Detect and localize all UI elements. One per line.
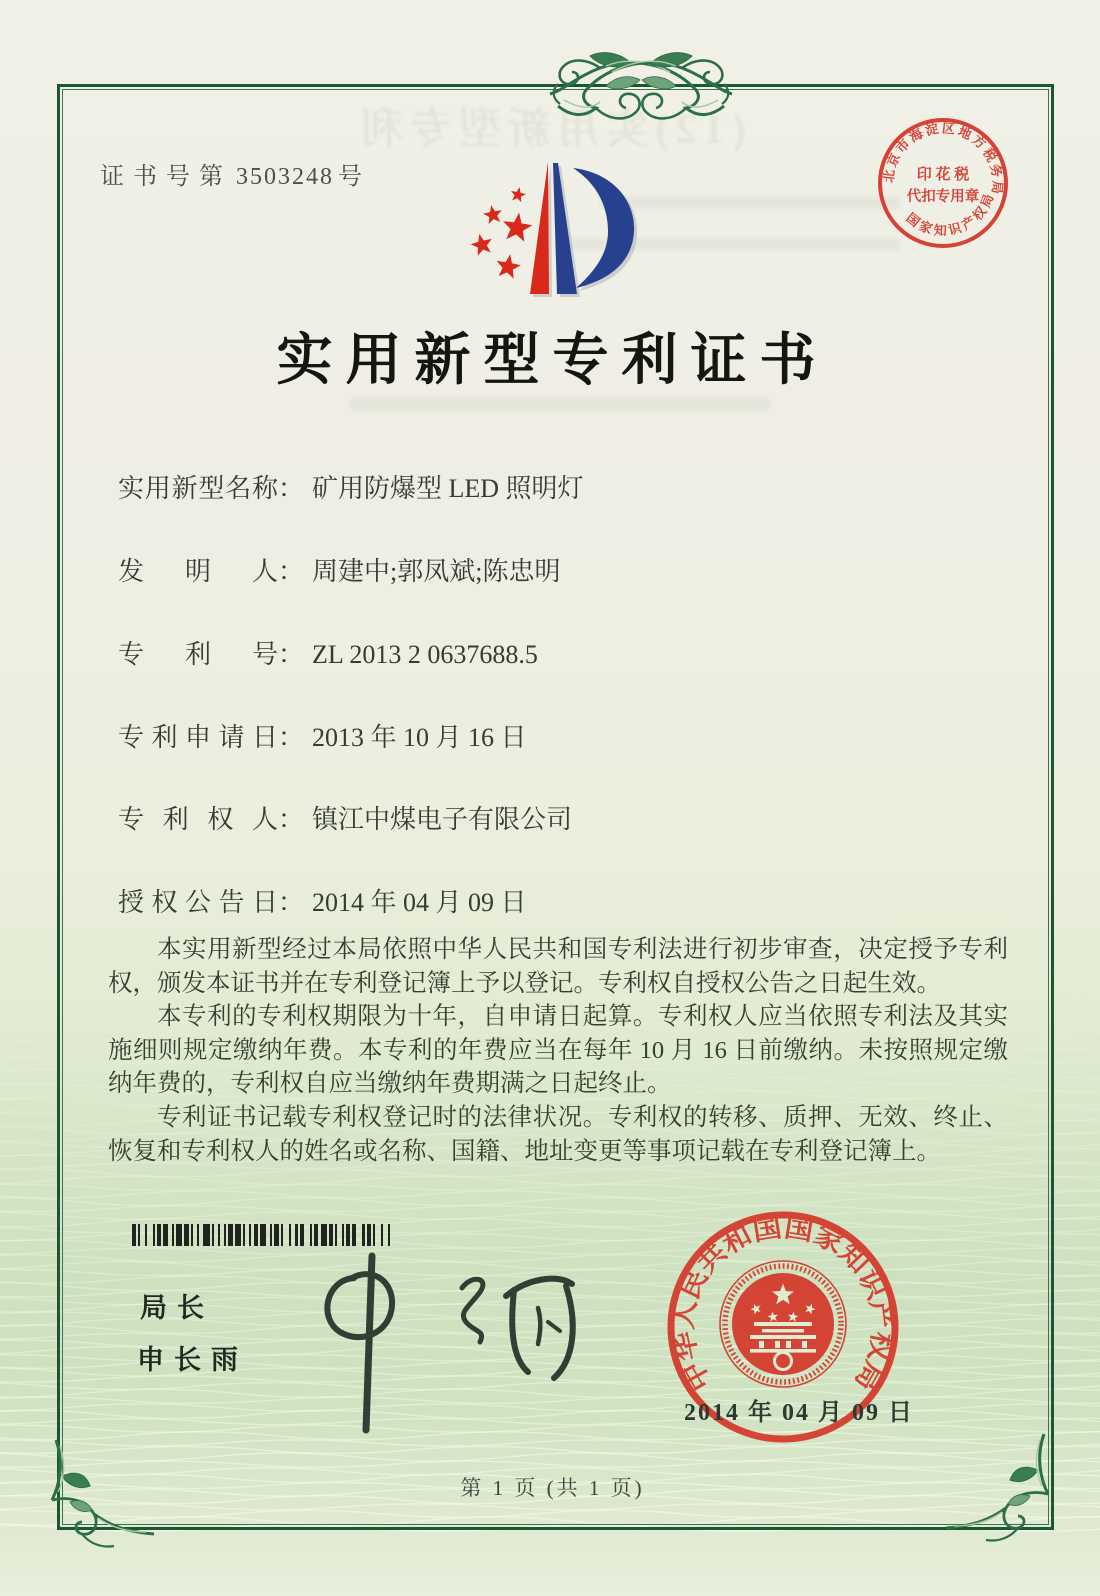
commissioner-signature — [266, 1238, 586, 1438]
field-label: 专利申请日 — [118, 723, 278, 752]
commissioner-title-label: 局长 — [140, 1293, 214, 1323]
field-patent-number — [118, 634, 538, 671]
bleedthrough-text: (12)实用新型专利 — [354, 107, 746, 153]
page-number-footer: 第 1 页 (共 1 页) — [460, 1476, 645, 1500]
field-value: ZL 2013 2 0637688.5 — [312, 640, 538, 669]
field-colon: ： — [278, 723, 305, 752]
certificate-title: 实用新型专利证书 — [276, 330, 829, 392]
legal-paragraph-3: 专利证书记载专利权登记时的法律状况。专利权的转移、质押、无效、终止、恢复和专利权人的姓名或名称、国籍、地址变更等事项记载在专利登记簿上。 — [108, 1103, 1008, 1165]
svg-text:北京市海淀区地方税务局 — [881, 120, 1006, 194]
field-colon: ： — [278, 474, 305, 503]
field-grant-date — [118, 882, 527, 919]
national-emblem — [720, 1261, 846, 1387]
logo-blue-bar — [553, 163, 577, 294]
tax-stamp-seal — [866, 106, 1020, 260]
certificate-number-prefix: 证书号第 — [100, 164, 232, 190]
field-label: 发明人 — [118, 557, 278, 586]
legal-paragraph-1: 本实用新型经过本局依照中华人民共和国专利法进行初步审查，决定授予专利权，颁发本证书并在专利登记簿上予以登记。专利权自授权公告之日起生效。 — [108, 936, 1008, 997]
field-label: 专利号 — [118, 640, 278, 669]
field-inventors — [118, 551, 560, 588]
certificate-number-suffix: 号 — [338, 164, 371, 190]
legal-paragraph-2: 本专利的专利权期限为十年，自申请日起算。专利权人应当依照专利法及其实施细则规定缴纳年费。本专利的年费应当在每年 10 月 16 日前缴纳。未按照规定缴纳年费的，专利权自应当缴纳年费期满之日起终止。 — [108, 1003, 1008, 1098]
legal-text-block — [108, 933, 1008, 1168]
cnipa-seal-arc-text: 中华人民共和国国家知识产权局 — [668, 1212, 898, 1396]
field-filing-date — [118, 717, 527, 754]
certificate-number — [100, 156, 371, 191]
field-label: 授权公告日 — [118, 888, 278, 917]
field-utility-model-name — [118, 468, 584, 505]
logo-blue-bowl — [573, 168, 634, 288]
logo-stars — [469, 186, 534, 280]
field-colon: ： — [278, 640, 305, 669]
field-colon: ： — [278, 557, 305, 586]
field-value: 2014 年 04 月 09 日 — [312, 888, 527, 917]
field-patentee — [118, 799, 572, 836]
field-colon: ： — [278, 805, 305, 834]
field-label: 专利权人 — [118, 805, 278, 834]
tax-seal-line1: 印 花 税 — [916, 167, 970, 183]
field-value: 镇江中煤电子有限公司 — [312, 805, 573, 834]
field-colon: ： — [278, 888, 305, 917]
certificate-number-digits: 3503248 — [236, 164, 334, 190]
cnipa-logo — [450, 148, 660, 308]
field-value: 周建中;郭凤斌;陈忠明 — [312, 557, 561, 586]
tax-seal-bottom-arc-text: 国家知识产权局 — [903, 191, 997, 239]
field-value: 矿用防爆型 LED 照明灯 — [312, 474, 584, 503]
top-flourish-ornament — [368, 44, 732, 140]
grant-date-stamp: 2014 年 04 月 09 日 — [684, 1400, 914, 1426]
logo-red-wedge — [530, 162, 549, 294]
tax-seal-line2: 代扣专用章 — [906, 189, 980, 205]
field-value: 2013 年 10 月 16 日 — [312, 723, 527, 752]
tax-seal-top-arc-text: 北京市海淀区地方税务局 — [880, 120, 1006, 195]
field-label: 实用新型名称 — [118, 474, 278, 503]
commissioner-name: 申长雨 — [137, 1345, 248, 1375]
